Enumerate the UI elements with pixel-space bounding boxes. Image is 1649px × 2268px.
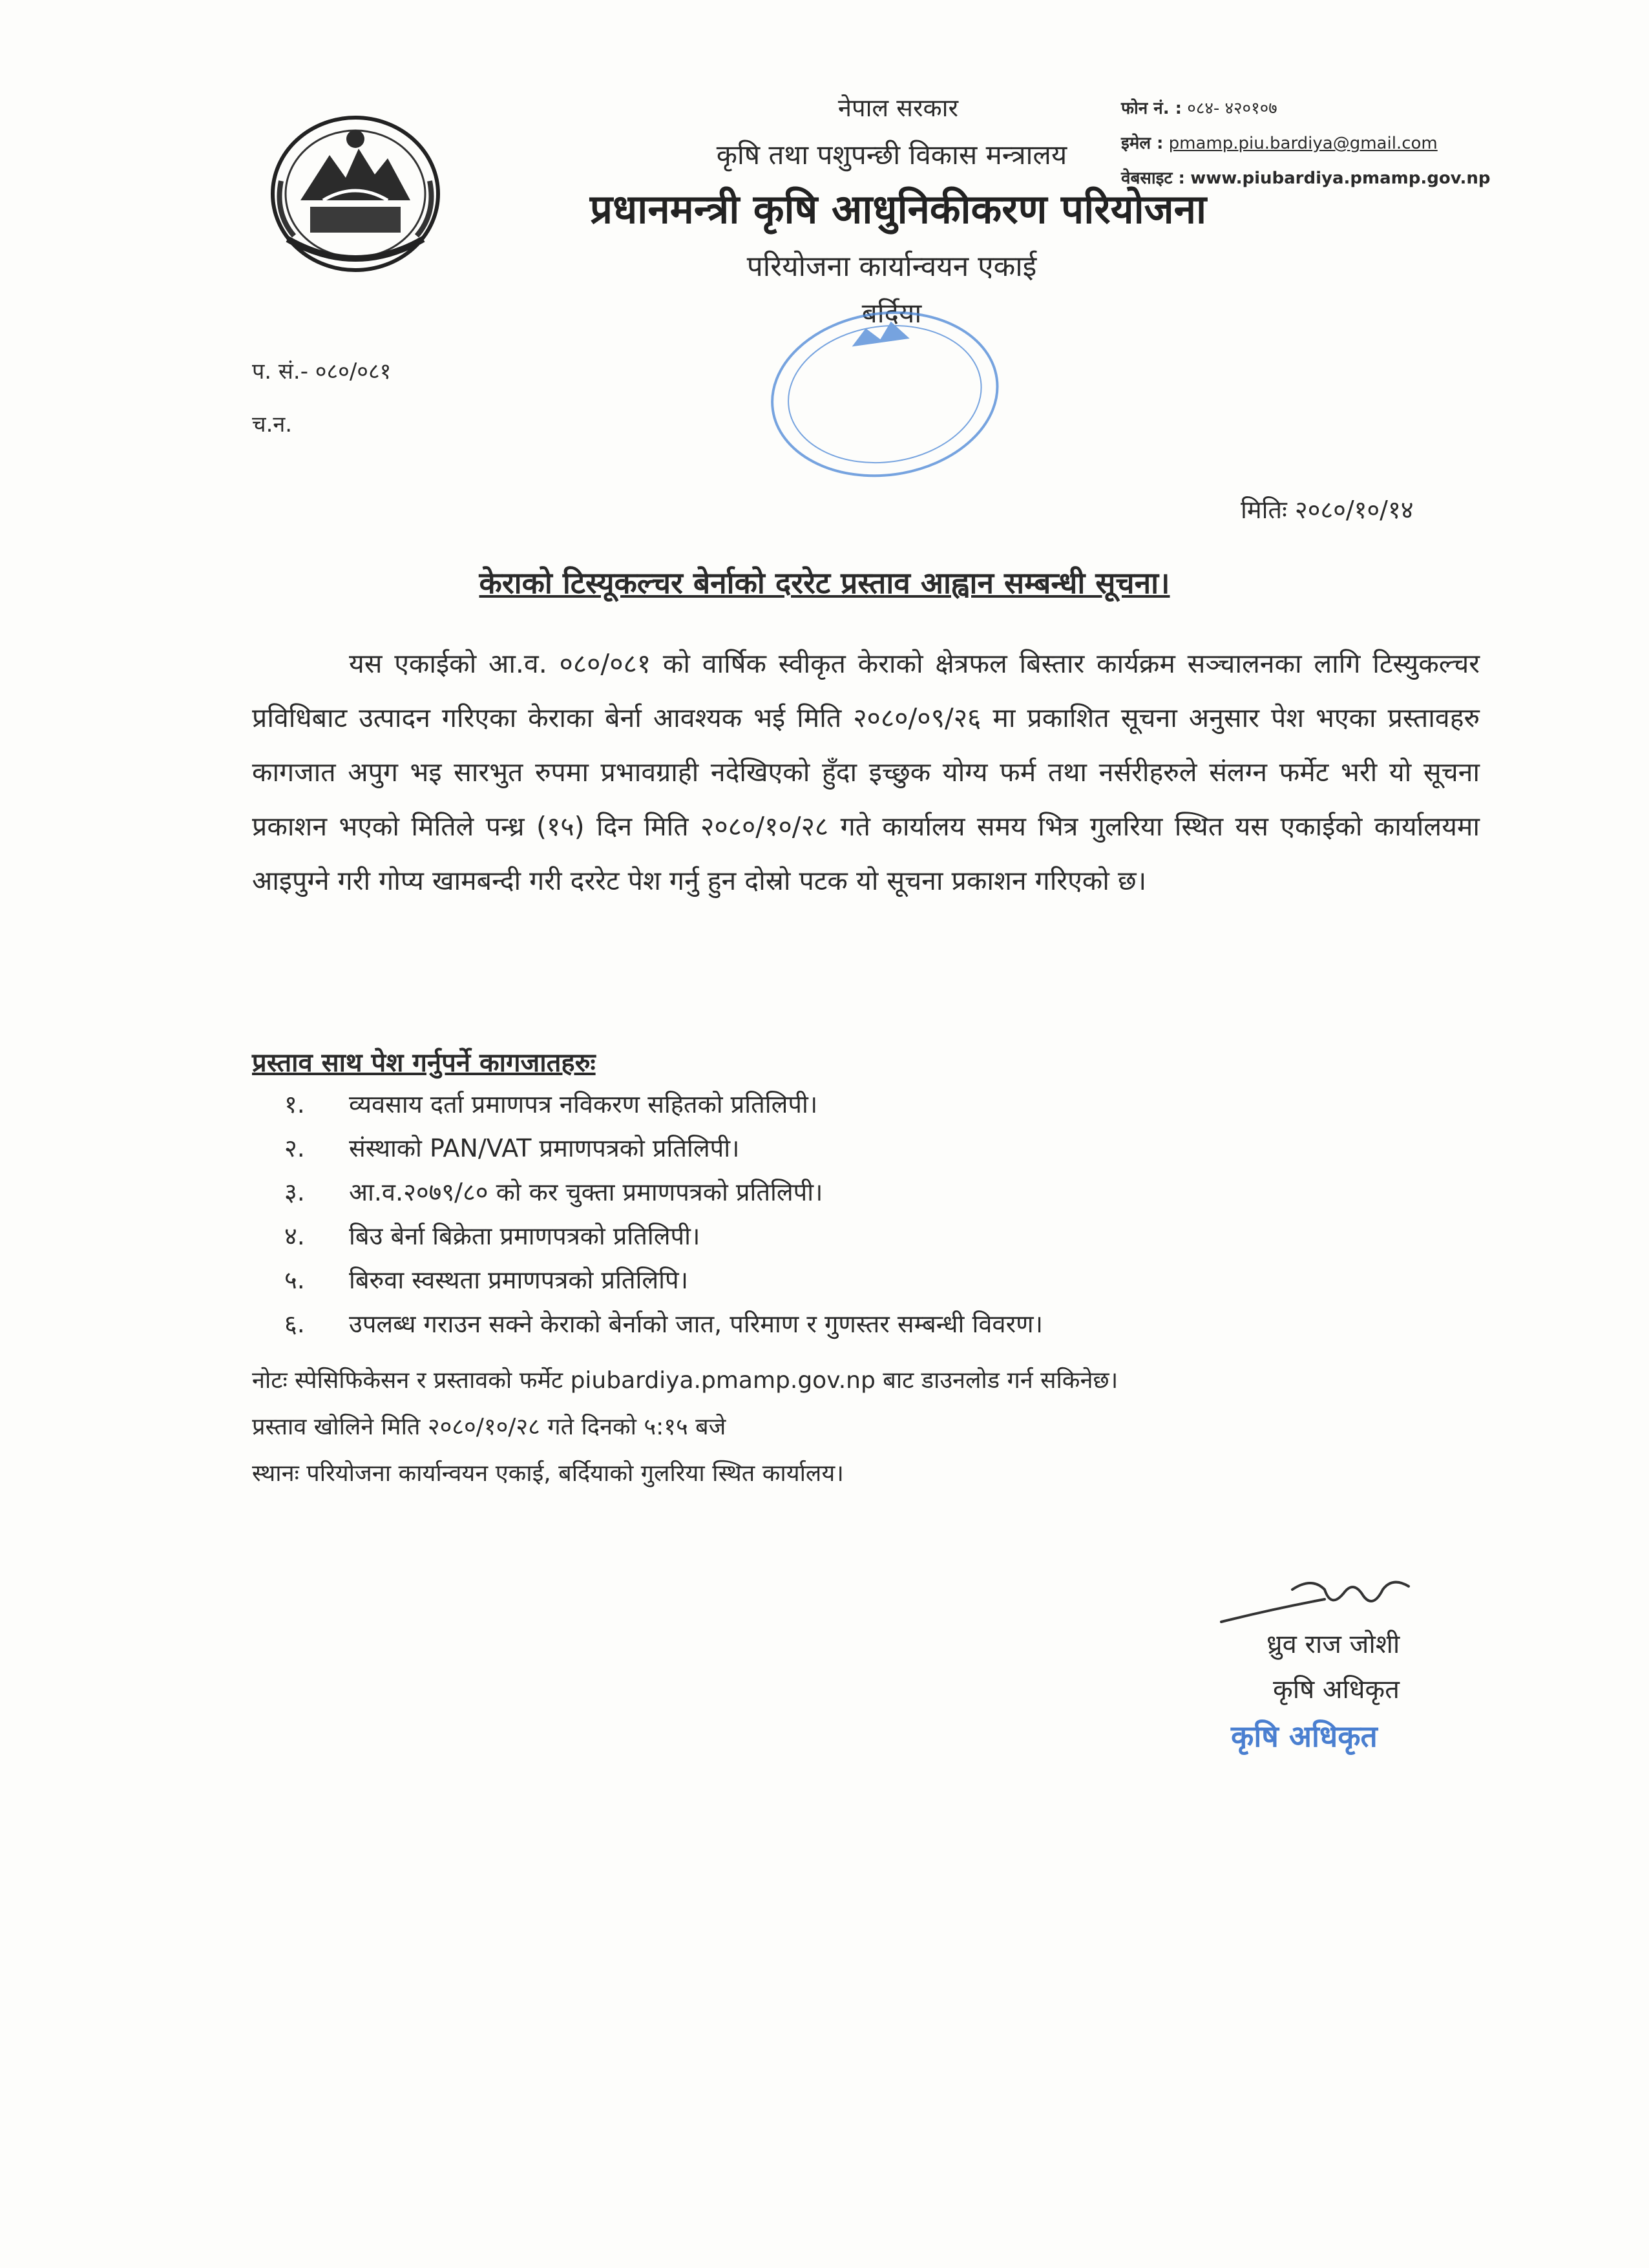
documents-list bbox=[284, 1082, 1043, 1346]
documents-heading: प्रस्ताव साथ पेश गर्नुपर्ने कागजातहरुः bbox=[252, 1048, 596, 1078]
download-note: नोटः स्पेसिफिकेसन र प्रस्तावको फर्मेट piubardiya.pmamp.gov.np बाट डाउनलोड गर्न सकिनेछ। bbox=[252, 1367, 1119, 1394]
letter-date: मितिः २०८०/१०/१४ bbox=[1241, 496, 1414, 524]
notice-subject bbox=[0, 562, 1649, 602]
dispatch-number: च.न. bbox=[252, 412, 293, 437]
email-row bbox=[1121, 131, 1491, 154]
contact-info bbox=[1121, 96, 1491, 200]
project-title: प्रधानमन्त्री कृषि आधुनिकीकरण परियोजना bbox=[589, 185, 1207, 233]
phone-value: ०८४- ४२०१०७ bbox=[1187, 99, 1277, 118]
reference-number: प. सं.- ०८०/०८१ bbox=[252, 359, 392, 384]
opening-place: स्थानः परियोजना कार्यान्वयन एकाई, बर्दियाको गुलरिया स्थित कार्यालय। bbox=[252, 1460, 844, 1487]
notice-body: यस एकाईको आ.व. ०८०/०८१ को वार्षिक स्वीकृत केराको क्षेत्रफल बिस्तार कार्यक्रम सञ्चालनका लागि टिस्युकल्चर प्रविधिबाट उत्पादन गरिएका केराका बेर्ना आवश्यक भई मिति २०८०/०९/२६ मा प्रकाशित सूचना अनुसार पेश भएका प्रस्तावहरु कागजात अपुग भइ सारभुत रुपमा प्रभावग्राही नदेखिएको हुँदा इच्छुक योग्य फर्म तथा नर्सरीहरुले संलग्न फर्मेट भरी यो सूचना प्रकाशन भएको मितिले पन्ध्र (१५) दिन मिति २०८०/१०/२८ गते कार्यालय समय भित्र गुलरिया स्थित यस एकाईको कार्यालयमा आइपुग्ने गरी गोप्य खामबन्दी गरी दररेट पेश गर्नु हुन दोस्रो पटक यो सूचना प्रकाशन गरिएको छ। bbox=[252, 648, 1480, 896]
nepal-emblem-logo bbox=[262, 103, 449, 278]
phone-label: फोन नं. : bbox=[1121, 99, 1182, 118]
website-value: www.piubardiya.pmamp.gov.np bbox=[1190, 169, 1491, 188]
email-label: इमेल : bbox=[1121, 134, 1164, 153]
list-item: ३. आ.व.२०७९/८० को कर चुक्ता प्रमाणपत्रको प्रतिलिपी। bbox=[284, 1178, 823, 1206]
government-name: नेपाल सरकार bbox=[837, 94, 959, 122]
list-item: १. व्यवसाय दर्ता प्रमाणपत्र नविकरण सहितको प्रतिलिपी। bbox=[284, 1090, 818, 1118]
list-item: ४. बिउ बेर्ना बिक्रेता प्रमाणपत्रको प्रतिलिपी। bbox=[284, 1222, 700, 1250]
office-stamp bbox=[762, 304, 1008, 491]
list-item: ५. बिरुवा स्वस्थता प्रमाणपत्रको प्रतिलिपि। bbox=[284, 1266, 688, 1294]
opening-time: प्रस्ताव खोलिने मिति २०८०/१०/२८ गते दिनको ५:१५ बजे bbox=[252, 1414, 726, 1440]
email-value: pmamp.piu.bardiya@gmail.com bbox=[1168, 134, 1438, 153]
signer-name: ध्रुव राज जोशी bbox=[1266, 1630, 1400, 1659]
list-item: २. संस्थाको PAN/VAT प्रमाणपत्रको प्रतिलिपी। bbox=[284, 1134, 740, 1162]
website-label: वेबसाइट : bbox=[1121, 169, 1185, 188]
website-row bbox=[1121, 165, 1491, 189]
ministry-name: कृषि तथा पशुपन्छी विकास मन्त्रालय bbox=[716, 139, 1067, 171]
list-item: ६. उपलब्ध गराउन सक्ने केराको बेर्नाको जात, परिमाण र गुणस्तर सम्बन्धी विवरण। bbox=[284, 1310, 1043, 1338]
phone-row bbox=[1121, 96, 1491, 119]
unit-name: परियोजना कार्यान्वयन एकाई bbox=[746, 250, 1037, 283]
district-name: बर्दिया bbox=[861, 297, 922, 329]
notice-subject-text: केराको टिस्यूकल्चर बेर्नाको दररेट प्रस्ताव आह्वान सम्बन्धी सूचना। bbox=[479, 565, 1170, 600]
signer-stamp-title: कृषि अधिकृत bbox=[1231, 1719, 1378, 1754]
signer-title: कृषि अधिकृत bbox=[1273, 1675, 1400, 1705]
